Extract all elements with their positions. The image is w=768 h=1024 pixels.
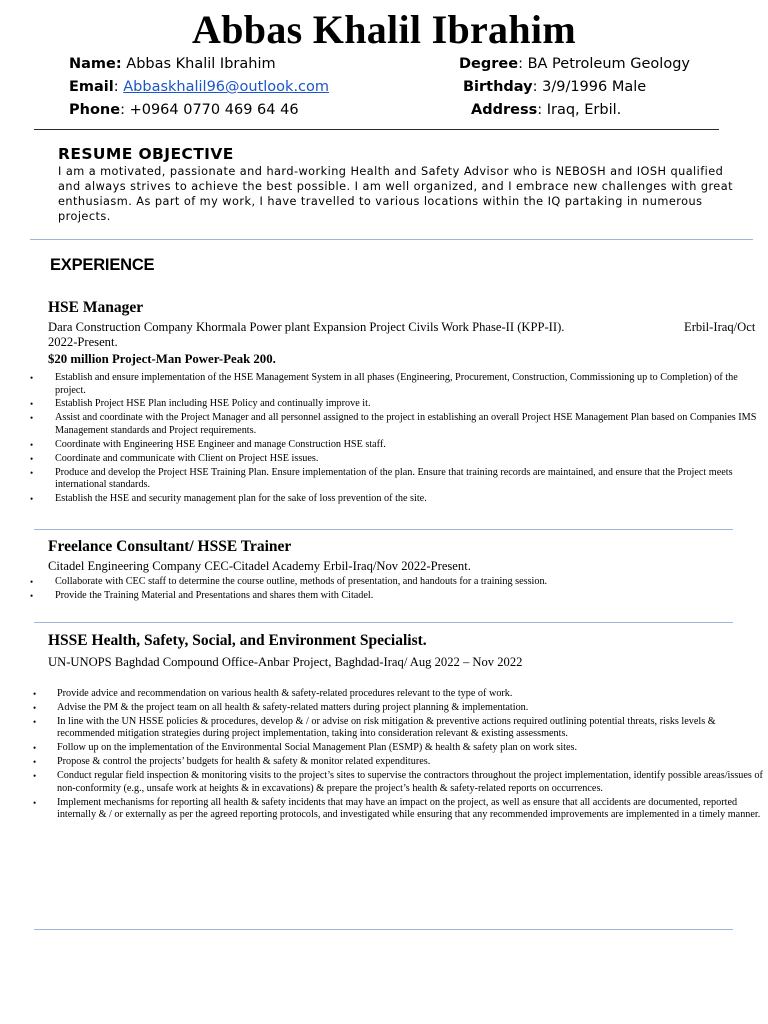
job-company: Citadel Engineering Company CEC-Citadel Academy Erbil-Iraq/Nov 2022-Present.	[48, 559, 471, 573]
job-title: Freelance Consultant/ HSSE Trainer	[48, 538, 292, 555]
job-divider	[34, 622, 733, 623]
experience-heading: EXPERIENCE	[50, 256, 155, 274]
phone-label: Phone	[69, 102, 121, 118]
job-duties-list	[30, 372, 765, 507]
phone-value: : +0964 0770 469 64 46	[120, 102, 299, 118]
list-item: • Establish and ensure implementation of the HSE Management System in all phases (Engineering, Procurement, Construction, Commissioning up to Completion) of the project.	[30, 372, 738, 396]
list-item: • Collaborate with CEC staff to determine the course outline, methods of presentation, and handouts for a training session.	[30, 576, 548, 587]
objective-text: I am a motivated, passionate and hard-working Health and Safety Advisor who is NEBOSH and IOSH qualified and always strives to achieve the best possible. I am well organized, and I embrace new challenges with great enthusiasm. As part of my work, I have travelled to various locations within the IQ partaking in numerous projects.	[58, 165, 733, 223]
list-item: • Advise the PM & the project team on all health & safety-related matters during project planning & implementation.	[33, 701, 529, 713]
job-divider	[34, 529, 733, 530]
list-item: • Follow up on the implementation of the Environmental Social Management Plan (ESMP) & health & safety plan on work sites.	[33, 742, 578, 754]
job-duties-list	[30, 576, 765, 604]
list-item: • Provide the Training Material and Presentations and shares them with Citadel.	[30, 589, 374, 601]
list-item: • Produce and develop the Project HSE Training Plan. Ensure implementation of the plan. Ensure that training records are maintained, and ensure that the Project meets international standards.	[30, 466, 733, 491]
birthday-value: : 3/9/1996 Male	[532, 79, 647, 95]
name-value: Abbas Khalil Ibrahim	[126, 56, 276, 72]
job-company: Dara Construction Company Khormala Power plant Expansion Project Civils Work Phase-II (KPP-II).	[48, 320, 565, 334]
list-item: • Coordinate with Engineering HSE Engineer and manage Construction HSE staff.	[30, 438, 386, 450]
job-title: HSE Manager	[48, 299, 144, 316]
name-field	[69, 54, 276, 74]
list-item: • Establish Project HSE Plan including HSE Policy and continually improve it.	[30, 398, 371, 410]
list-item: • Implement mechanisms for reporting all health & safety incidents that may have an impact on the project, as well as ensure that all accidents are documented, reported internally & / or externally as per the agreed reporting protocols, and investigated while ensuring that any recommended improvements are implemented in a timely manner.	[33, 796, 761, 821]
job-location-date: Erbil-Iraq/Oct	[684, 320, 756, 334]
phone-field	[69, 100, 299, 120]
degree-field	[459, 54, 690, 74]
address-value: : Iraq, Erbil.	[537, 102, 622, 118]
name-label: Name:	[69, 56, 122, 72]
list-item: • Provide advice and recommendation on various health & safety-related procedures relevant to the type of work.	[33, 688, 513, 699]
list-item: • Conduct regular field inspection & monitoring visits to the project’s sites to supervise the contractors throughout the project implementation, identify possible areas/issues of non-conformity (e.g., unsafe work at heights & in excavations) & prepare the project’s health & safety-related reports on occurrences.	[33, 770, 763, 794]
degree-value: : BA Petroleum Geology	[518, 56, 690, 72]
list-item: • Coordinate and communicate with Client on Project HSE issues.	[30, 452, 319, 464]
job-date-continued: 2022-Present.	[48, 335, 118, 349]
list-item: • Establish the HSE and security management plan for the sake of loss prevention of the site.	[30, 493, 427, 505]
birthday-label: Birthday	[463, 79, 533, 95]
job-title: HSSE Health, Safety, Social, and Environment Specialist.	[48, 632, 427, 649]
objective-heading: RESUME OBJECTIVE	[58, 145, 234, 163]
section-end-divider	[34, 929, 733, 930]
list-item: • Propose & control the projects’ budgets for health & safety & monitor related expenditures.	[33, 756, 431, 768]
degree-label: Degree	[459, 56, 519, 72]
email-field: Email: Abbaskhalil96@outlook.com	[69, 79, 330, 95]
job-duties-list	[33, 688, 766, 823]
job-company: UN-UNOPS Baghdad Compound Office-Anbar Project, Baghdad-Iraq/ Aug 2022 – Nov 2022	[48, 655, 523, 669]
candidate-name-heading: Abbas Khalil Ibrahim	[192, 7, 576, 52]
email-label: Email	[69, 79, 114, 95]
list-item: • Assist and coordinate with the Project Manager and all personnel assigned to the project in establishing an overall Project HSE Management Plan based on Companies IMS Management standards and Project requirements.	[30, 412, 757, 436]
objective-divider	[30, 239, 753, 240]
job-project-note: $20 million Project-Man Power-Peak 200.	[48, 352, 276, 366]
address-label: Address	[471, 102, 538, 118]
list-item: • In line with the UN HSSE policies & procedures, develop & / or advise on risk mitigation & preventive actions required outlining potential threats, risks levels & recommended mitigation strategies during project implementation, taking into consideration relevant & existing assessments.	[33, 715, 716, 740]
birthday-field	[463, 77, 646, 97]
header-divider	[34, 129, 719, 130]
address-field	[471, 100, 621, 120]
email-link[interactable]: Abbaskhalil96@outlook.com	[123, 79, 330, 95]
